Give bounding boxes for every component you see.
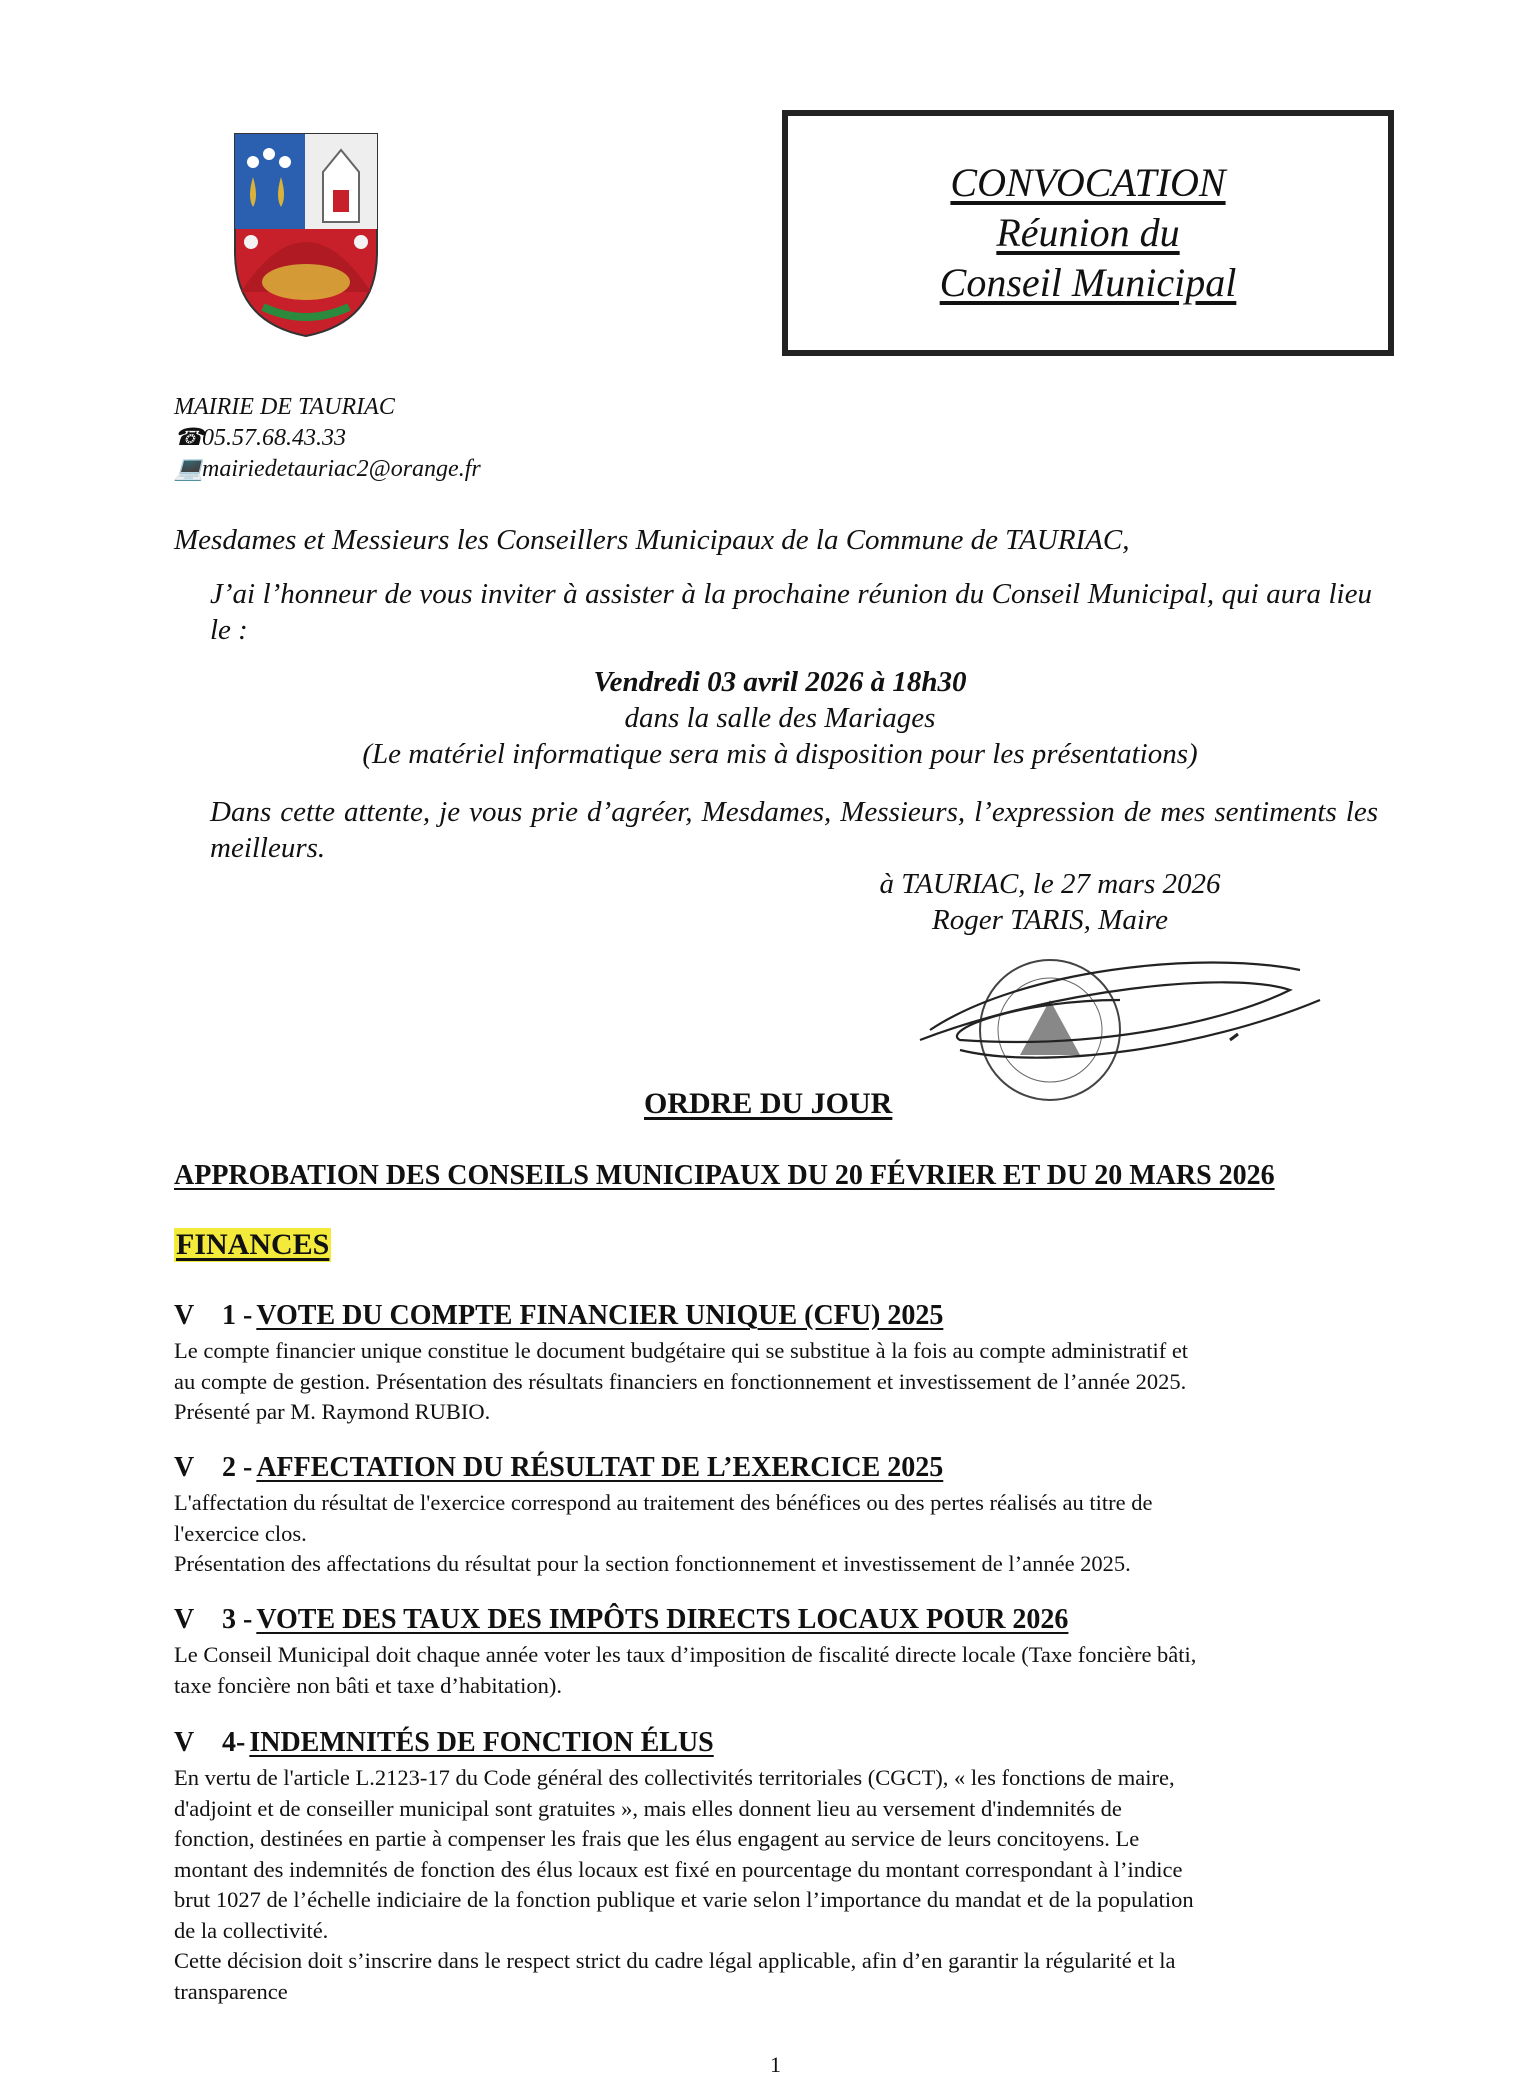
item-number: 4- xyxy=(222,1727,246,1758)
body-line: montant des indemnités de fonction des élus locaux est fixé en pourcentage du montant correspondant à l’indice xyxy=(174,1856,1183,1882)
page-number: 1 xyxy=(770,2052,781,2077)
item-mark: V xyxy=(174,1604,195,1635)
item-title-text: INDEMNITÉS DE FONCTION ÉLUS xyxy=(249,1727,714,1758)
body-line: l'exercice clos. xyxy=(174,1520,307,1546)
convocation-title-box xyxy=(782,110,1394,356)
item-mark: V xyxy=(174,1452,195,1483)
meeting-date-time: Vendredi 03 avril 2026 à 18h30 xyxy=(593,666,967,698)
body-line: Présentation des affectations du résultat pour la section fonctionnement et investissement de l’année 2025. xyxy=(174,1551,1131,1576)
body-line: L'affectation du résultat de l'exercice correspond au traitement des bénéfices ou des pertes réalisés au titre de xyxy=(174,1490,1153,1515)
agenda-item-title xyxy=(174,1604,1068,1636)
body-line: brut 1027 de l’échelle indiciaire de la fonction publique et varie selon l’importance du mandat et de la population xyxy=(174,1887,1194,1912)
item-title-text: VOTE DES TAUX DES IMPÔTS DIRECTS LOCAUX POUR 2026 xyxy=(256,1604,1069,1635)
body-line: Le compte financier unique constitue le document budgétaire qui se substitue à la fois au compte administratif et xyxy=(174,1338,1189,1363)
body-line: En vertu de l'article L.2123-17 du Code général des collectivités territoriales (CGCT), « les fonctions de maire, xyxy=(174,1765,1175,1790)
place-date: à TAURIAC, le 27 mars 2026 xyxy=(879,868,1221,900)
body-line: fonction, destinées en partie à compenser les frais que les élus engagent au service de leurs concitoyens. Le xyxy=(174,1826,1140,1851)
agenda-approbation: APPROBATION DES CONSEILS MUNICIPAUX DU 20 FÉVRIER ET DU 20 MARS 2026 xyxy=(174,1160,1275,1191)
body-line: Le Conseil Municipal doit chaque année voter les taux d’imposition de fiscalité directe locale (Taxe foncière bâti, xyxy=(174,1642,1197,1667)
agenda-item-body xyxy=(174,1640,1374,1701)
item-number: 3 - xyxy=(222,1604,253,1635)
signatory: Roger TARIS, Maire xyxy=(932,904,1168,936)
agenda-item-title xyxy=(174,1727,714,1759)
agenda-item-body xyxy=(174,1488,1374,1580)
place-and-signatory xyxy=(840,866,1260,938)
agenda-item-body xyxy=(174,1763,1374,2007)
mairie-phone: 05.57.68.43.33 xyxy=(202,425,346,451)
item-mark: V xyxy=(174,1727,195,1758)
agenda-title: ORDRE DU JOUR xyxy=(644,1087,893,1120)
mairie-name: MAIRIE DE TAURIAC xyxy=(174,394,395,420)
item-mark: V xyxy=(174,1300,195,1331)
convocation-subtitle-2: Conseil Municipal xyxy=(939,260,1237,305)
convocation-title: CONVOCATION xyxy=(950,160,1226,205)
body-line: Présenté par M. Raymond RUBIO. xyxy=(174,1399,491,1424)
body-line: transparence xyxy=(174,1978,288,2004)
item-number: 1 - xyxy=(222,1300,253,1331)
computer-icon: 💻 xyxy=(174,456,204,482)
meeting-note: (Le matériel informatique sera mis à disposition pour les présentations) xyxy=(362,738,1198,770)
body-line: de la collectivité. xyxy=(174,1917,329,1943)
meeting-location: dans la salle des Mariages xyxy=(624,702,936,734)
agenda-item-body xyxy=(174,1336,1374,1428)
mairie-contact xyxy=(174,392,481,485)
mairie-email: mairiedetauriac2@orange.fr xyxy=(202,456,481,482)
phone-icon: ☎ xyxy=(174,425,204,451)
body-line: d'adjoint et de conseiller municipal sont gratuites », mais elles donnent lieu au versement d'indemnités de xyxy=(174,1795,1122,1821)
item-title-text: AFFECTATION DU RÉSULTAT DE L’EXERCICE 2025 xyxy=(256,1452,944,1483)
convocation-subtitle-1: Réunion du xyxy=(996,210,1180,255)
item-title-text: VOTE DU COMPTE FINANCIER UNIQUE (CFU) 2025 xyxy=(256,1300,944,1331)
signature-stamp-icon xyxy=(900,930,1340,1120)
salutation: Mesdames et Messieurs les Conseillers Municipaux de la Commune de TAURIAC, xyxy=(174,524,1130,556)
meeting-details xyxy=(174,664,1386,772)
body-line: Cette décision doit s’inscrire dans le respect strict du cadre légal applicable, afin d’en garantir la régularité et la xyxy=(174,1948,1176,1973)
closing-text: Dans cette attente, je vous prie d’agréer, Mesdames, Messieurs, l’expression de mes sentiments les meilleurs. xyxy=(210,796,1378,864)
agenda-item-title xyxy=(174,1300,943,1332)
coat-of-arms-icon xyxy=(233,132,379,338)
invitation-text: J’ai l’honneur de vous inviter à assister à la prochaine réunion du Conseil Municipal, qui aura lieu le : xyxy=(210,578,1372,646)
item-number: 2 - xyxy=(222,1452,253,1483)
body-line: taxe foncière non bâti et taxe d’habitation). xyxy=(174,1672,562,1698)
section-finances: FINANCES xyxy=(176,1228,330,1261)
body-line: au compte de gestion. Présentation des résultats financiers en fonctionnement et investissement de l’année 2025. xyxy=(174,1368,1187,1394)
agenda-item-title xyxy=(174,1452,943,1484)
